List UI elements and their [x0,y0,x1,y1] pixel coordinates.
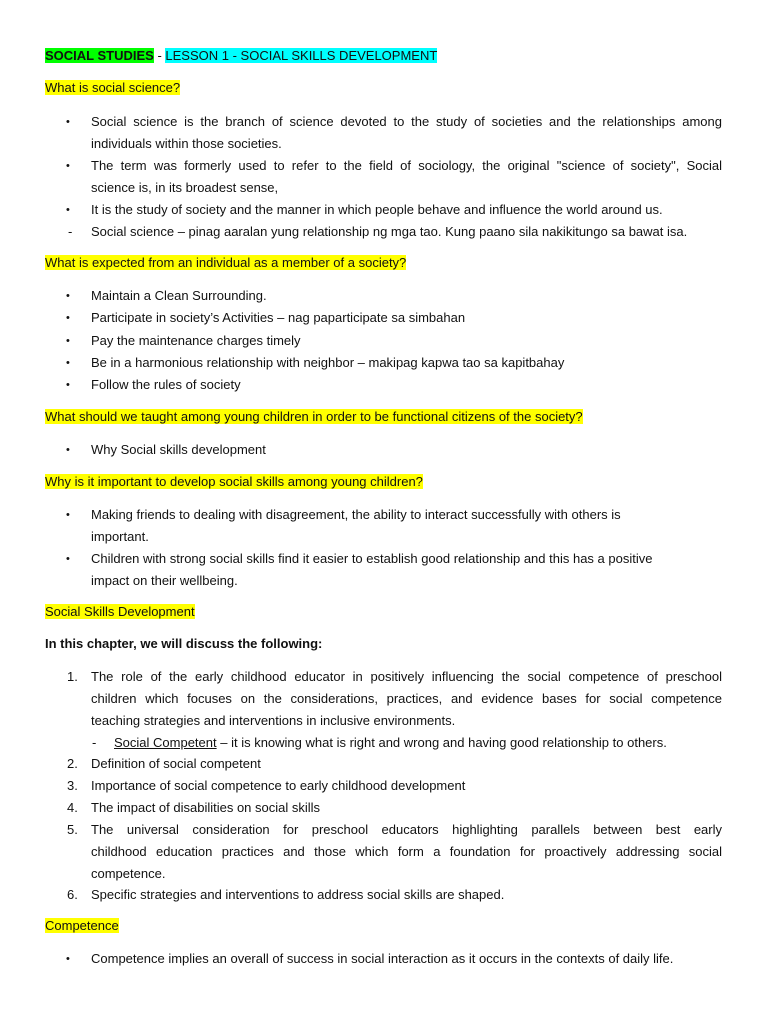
list-item-text: Maintain a Clean Surrounding. [91,288,267,303]
list-item-text: childhood education practices and those which form a foundation for proactively addressing social [91,844,722,859]
list-item-text: Definition of social competent [91,756,261,771]
bullet-marker: • [66,379,70,391]
list-item-text: teaching strategies and interventions in inclusive environments. [91,713,456,728]
list-item-text: Children with strong social skills find it easier to establish good relationship and this has a positive [91,551,653,566]
dash-marker: - [68,224,73,239]
title-separator: - [153,48,166,63]
list-item-text: Social science – pinag aaralan yung relationship ng mga tao. Kung paano sila nakikitungo sa bawat isa. [91,224,688,239]
subject-label: SOCIAL STUDIES [45,48,154,63]
bullet-marker: • [66,357,70,369]
number-marker: 1. [67,669,78,684]
list-item-text: Making friends to dealing with disagreement, the ability to interact successfully with others is [91,507,621,522]
number-marker: 3. [67,778,78,793]
section-heading: Why is it important to develop social skills among young children? [45,474,423,489]
list-item-text: individuals within those societies. [91,136,282,151]
bullet-marker: • [66,290,70,302]
section-heading: What is social science? [45,80,181,95]
list-item-text: Be in a harmonious relationship with neighbor – makipag kapwa tao sa kapitbahay [91,355,565,370]
number-marker: 4. [67,800,78,815]
bullet-marker: • [66,509,70,521]
term-social-competent: Social Competent [114,735,217,750]
bullet-marker: • [66,444,70,456]
bullet-marker: • [66,204,70,216]
list-item-text: Specific strategies and interventions to address social skills are shaped. [91,887,505,902]
list-item-text: The impact of disabilities on social skills [91,800,321,815]
number-marker: 5. [67,822,78,837]
number-marker: 6. [67,887,78,902]
section-heading: Social Skills Development [45,604,195,619]
bullet-marker: • [66,335,70,347]
list-item-text: Importance of social competence to early childhood development [91,778,466,793]
list-item-text: It is the study of society and the manner in which people behave and influence the world around us. [91,202,663,217]
list-item-text: impact on their wellbeing. [91,573,238,588]
section-heading: Competence [45,918,119,933]
section-heading: What should we taught among young children in order to be functional citizens of the society? [45,409,583,424]
bullet-marker: • [66,312,70,324]
list-item-text: Social science is the branch of science devoted to the study of societies and the relationships among [91,114,722,129]
bullet-marker: • [66,553,70,565]
bullet-marker: • [66,160,70,172]
list-item-text: Competence implies an overall of success in social interaction as it occurs in the contexts of daily life. [91,951,674,966]
list-item-text: Pay the maintenance charges timely [91,333,301,348]
list-item-text: competence. [91,866,166,881]
document-title [45,47,437,65]
lesson-label: LESSON 1 - SOCIAL SKILLS DEVELOPMENT [165,48,438,63]
list-item-text: Participate in society’s Activities – nag paparticipate sa simbahan [91,310,466,325]
bullet-marker: • [66,116,70,128]
number-marker: 2. [67,756,78,771]
list-item-text: Why Social skills development [91,442,266,457]
section-heading: What is expected from an individual as a member of a society? [45,255,407,270]
list-item-text: children which focuses on the considerations, practices, and evidence bases for social competence [91,691,722,706]
list-item-text: Follow the rules of society [91,377,241,392]
list-item-text: The universal consideration for preschool educators highlighting parallels between best early [91,822,722,837]
list-item-text: The term was formerly used to refer to the field of sociology, the original "science of society", Social [91,158,722,173]
bullet-marker: • [66,953,70,965]
term-definition: – it is knowing what is right and wrong and having good relationship to others. [216,735,667,750]
list-item-text: important. [91,529,149,544]
list-item-text: science is, in its broadest sense, [91,180,279,195]
list-item-text: The role of the early childhood educator in positively influencing the social competence of preschool [91,669,722,684]
dash-marker: - [92,735,97,750]
chapter-intro: In this chapter, we will discuss the following: [45,636,323,651]
